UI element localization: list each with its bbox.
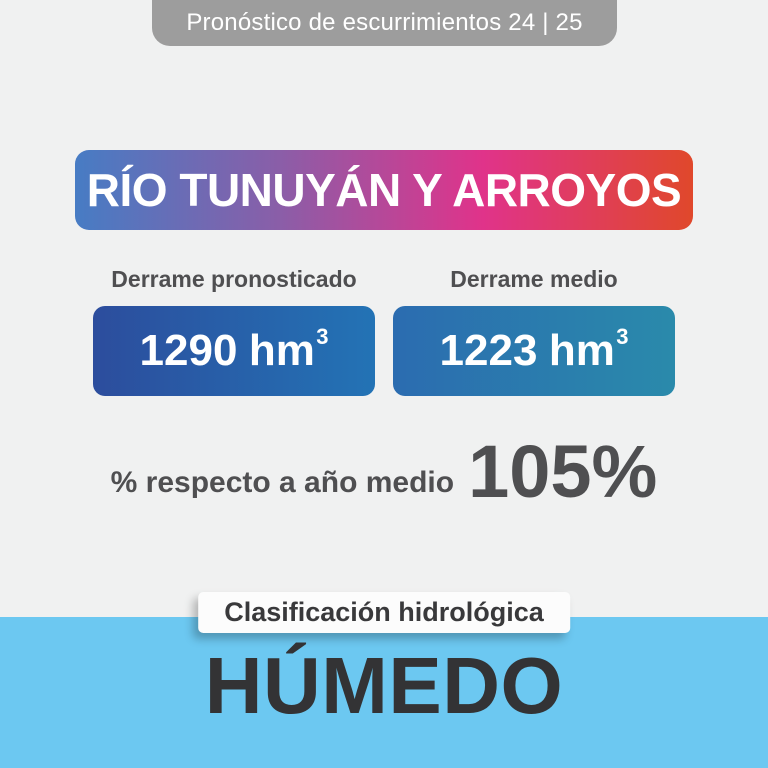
- classification-badge-label: Clasificación hidrológica: [224, 597, 544, 627]
- classification-value: HÚMEDO: [204, 641, 564, 730]
- forecast-season-label: Pronóstico de escurrimientos 24 | 25: [186, 9, 583, 36]
- metric-forecast-discharge: [93, 266, 375, 396]
- metric-mean-discharge: [393, 266, 675, 396]
- metric-forecast-unit: hm: [248, 326, 315, 375]
- percent-vs-average-label: % respecto a año medio: [110, 466, 455, 499]
- river-title-label: RÍO TUNUYÁN Y ARROYOS: [86, 164, 682, 216]
- percent-vs-average-row: [0, 430, 768, 513]
- metric-mean-label: Derrame medio: [450, 266, 618, 292]
- classification-badge: [198, 592, 570, 633]
- metric-mean-value-box: 1223 hm $^3$: [393, 306, 675, 396]
- river-title-banner: [75, 150, 693, 230]
- forecast-season-badge: [152, 0, 617, 46]
- metric-mean-value: 1223: [439, 326, 538, 375]
- percent-vs-average-value: 105%: [468, 430, 658, 513]
- metric-forecast-label: Derrame pronosticado: [111, 266, 357, 292]
- metric-forecast-value: 1290: [139, 326, 238, 375]
- metric-mean-unit: hm: [548, 326, 615, 375]
- metric-forecast-value-box: 1290 hm $^3$: [93, 306, 375, 396]
